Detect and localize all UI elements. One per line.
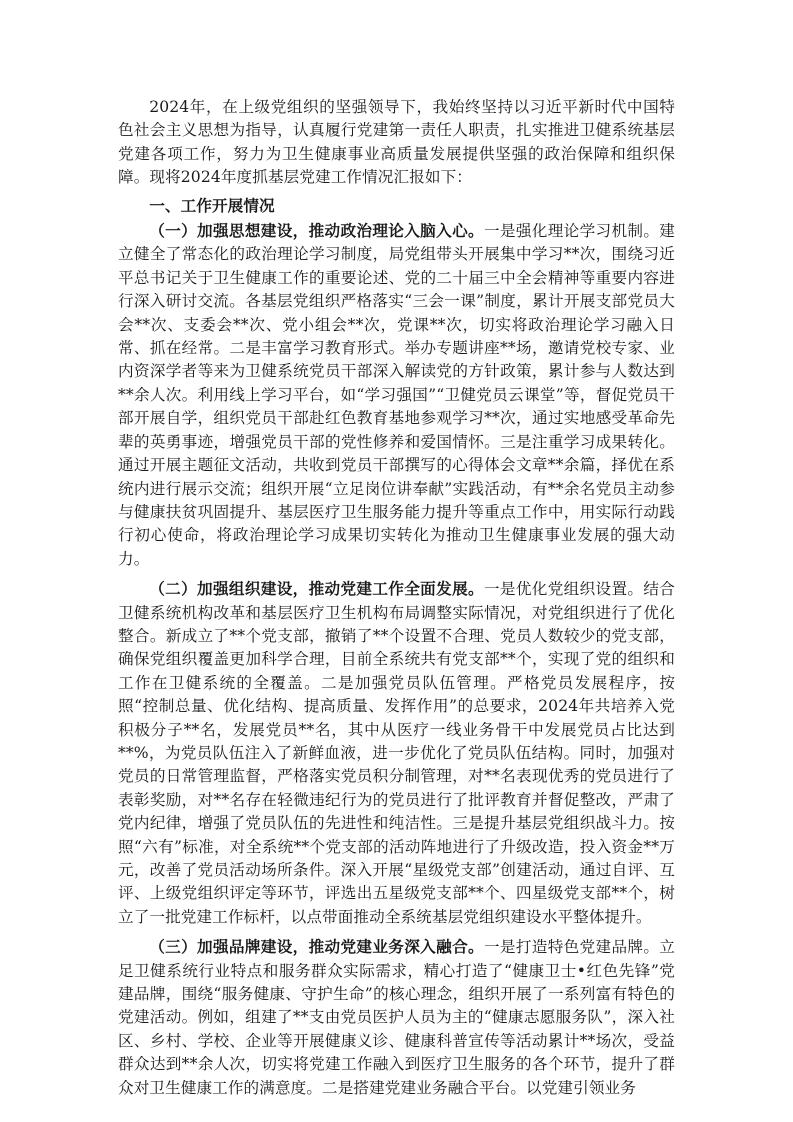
subsection-2-body: 一是优化党组织设置。结合卫健系统机构改革和基层医疗卫生机构布局调整实际情况，对党组织进行了优化整合。新成立了**个党支部，撤销了**个设置不合理、党员人数较少的党支部，确保党组织覆盖更加科学合理，目前全系统共有党支部**个，实现了党的组织和工作在卫健系统的全覆盖。二是加强党员队伍管理。严格党员发展程序，按照“控制总量、优化结构、提高质量、发挥作用”的总要求，2024年共培养入党积极分子**名，发展党员**名，其中从医疗一线业务骨干中发展党员占比达到**%，为党员队伍注入了新鲜血液，进一步优化了党员队伍结构。同时，加强对党员的日常管理监督，严格落实党员积分制管理，对**名表现优秀的党员进行了表彰奖励，对**名存在轻微违纪行为的党员进行了批评教育并督促整改，严肃了党内纪律，增强了党员队伍的先进性和纯洁性。三是提升基层党组织战斗力。按照“六有”标准，对全系统**个党支部的活动阵地进行了升级改造，投入资金**万元，改善了党员活动场所条件。深入开展“星级党支部”创建活动，通过自评、互评、上级党组织评定等环节，评选出五星级党支部**个、四星级党支部**个，树立了一批党建工作标杆，以点带面推动全系统基层党组织建设水平整体提升。 [118,580,675,926]
subsection-1-paragraph [118,219,675,571]
subsection-3-paragraph [118,935,675,1100]
subsection-3-body: 一是打造特色党建品牌。立足卫健系统行业特点和服务群众实际需求，精心打造了“健康卫士•红色先锋”党建品牌，围绕“服务健康、守护生命”的核心理念，组织开展了一系列富有特色的党建活动。例如，组建了**支由党员医护人员为主的“健康志愿服务队”，深入社区、乡村、学校、企业等开展健康义诊、健康科普宣传等活动累计**场次，受益群众达到**余人次，切实将党建工作融入到医疗卫生服务的各个环节，提升了群众对卫生健康工作的满意度。二是搭建党建业务融合平台。以党建引领业务 [118,938,675,1097]
subsection-2-title: （二）加强组织建设，推动党建工作全面发展。 [149,579,484,599]
intro-paragraph: 2024年，在上级党组织的坚强领导下，我始终坚持以习近平新时代中国特色社会主义思想为指导，认真履行党建第一责任人职责，扎实推进卫健系统基层党建各项工作，努力为卫生健康事业高质量发展提供坚强的政治保障和组织保障。现将2024年度抓基层党建工作情况汇报如下： [118,98,675,187]
subsection-3-title: （三）加强品牌建设，推动党建业务深入融合。 [149,937,484,957]
section-heading: 一、工作开展情况 [149,195,275,215]
subsection-1-title: （一）加强思想建设，推动政治理论入脑入心。 [149,221,484,241]
subsection-1-body: 一是强化理论学习机制。建立健全了常态化的政治理论学习制度，局党组带头开展集中学习**次，围绕习近平总书记关于卫生健康工作的重要论述、党的二十届三中全会精神等重要内容进行深入研讨交流。各基层党组织严格落实“三会一课”制度，累计开展支部党员大会**次、支委会**次、党小组会**次，党课**次，切实将政治理论学习融入日常、抓在经常。二是丰富学习教育形式。举办专题讲座**场，邀请党校专家、业内资深学者等来为卫健系统党员干部深入解读党的方针政策，累计参与人数达到**余人次。利用线上学习平台，如“学习强国”“卫健党员云课堂”等，督促党员干部开展自学，组织党员干部赴红色教育基地参观学习**次，通过实地感受革命先辈的英勇事迹，增强党员干部的党性修养和爱国情怀。三是注重学习成果转化。通过开展主题征文活动，共收到党员干部撰写的心得体会文章**余篇，择优在系统内进行展示交流；组织开展“立足岗位讲奉献”实践活动，有**余名党员主动参与健康扶贫巩固提升、基层医疗卫生服务能力提升等重点工作中，用实际行动践行初心使命，将政治理论学习成果切实转化为推动卫生健康事业发展的强大动力。 [118,222,675,568]
subsection-2-paragraph [118,577,675,929]
